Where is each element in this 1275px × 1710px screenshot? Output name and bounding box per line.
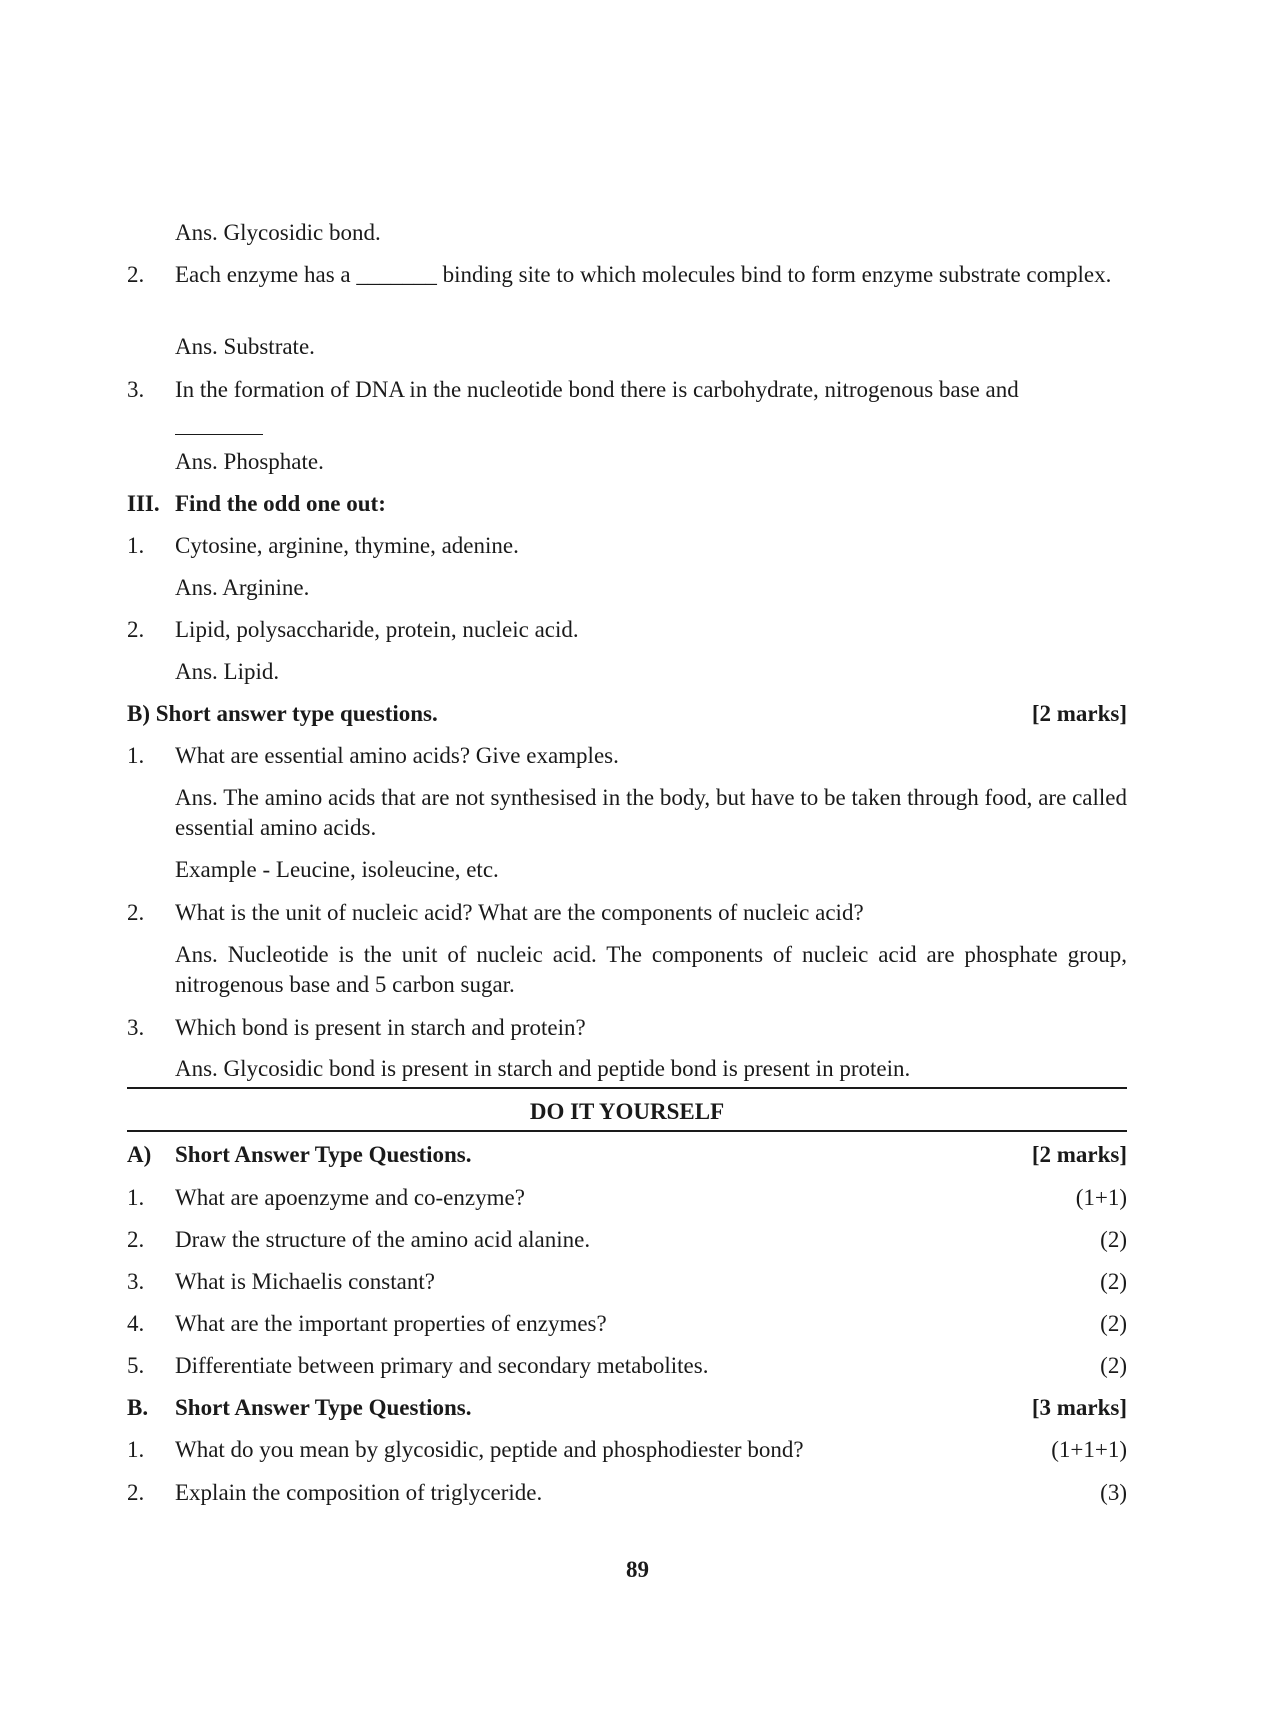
section-title: B) Short answer type questions. (127, 701, 438, 726)
answer-text: Ans. The amino acids that are not synthesised in the body, but have to be taken through food, are called essential amino acids. (175, 785, 1127, 840)
question-text: What are essential amino acids? Give examples. (175, 743, 619, 768)
question-item (127, 898, 1127, 928)
question-marks: (2) (1100, 1269, 1127, 1294)
answer-text: Ans. Glycosidic bond is present in starch and peptide bond is present in protein. (175, 1056, 911, 1081)
question-number: 1. (127, 1437, 145, 1462)
question-item (127, 741, 1127, 771)
question-text: Lipid, polysaccharide, protein, nucleic acid. (175, 617, 579, 642)
question-number: 1. (127, 743, 145, 768)
answer-example: Example - Leucine, isoleucine, etc. (175, 857, 499, 882)
practice-question (127, 1183, 1127, 1213)
question-number: 1. (127, 533, 145, 558)
question-number: 1. (127, 1185, 145, 1210)
practice-question (127, 1225, 1127, 1255)
section-heading (127, 1393, 1127, 1423)
question-item (127, 260, 1127, 320)
section-heading (127, 489, 1127, 519)
practice-question (127, 1435, 1127, 1465)
practice-question (127, 1267, 1127, 1297)
answer-text: Ans. Arginine. (175, 575, 310, 600)
section-heading (127, 1140, 1127, 1170)
section-label: A) (127, 1142, 152, 1167)
question-text: Differentiate between primary and secondary metabolites. (175, 1353, 709, 1378)
section-marks: [3 marks] (1031, 1395, 1127, 1420)
question-marks: (2) (1100, 1311, 1127, 1336)
section-marks: [2 marks] (1031, 701, 1127, 726)
answer-text: Ans. Lipid. (175, 659, 280, 684)
answer-blank-line (175, 412, 263, 443)
question-marks: (2) (1100, 1227, 1127, 1252)
question-text: Explain the composition of triglyceride. (175, 1480, 543, 1505)
practice-question (127, 1478, 1127, 1508)
question-text: What are the important properties of enzymes? (175, 1311, 607, 1336)
question-marks: (2) (1100, 1353, 1127, 1378)
section-heading (127, 699, 1127, 729)
question-item (127, 531, 1127, 561)
practice-question (127, 1351, 1127, 1381)
question-text: In the formation of DNA in the nucleotide bond there is carbohydrate, nitrogenous base and (175, 377, 1019, 402)
question-text: Draw the structure of the amino acid alanine. (175, 1227, 591, 1252)
answer-text: Ans. Substrate. (175, 334, 315, 359)
question-number: 2. (127, 900, 145, 925)
box-title: DO IT YOURSELF (529, 1099, 725, 1124)
question-text: What do you mean by glycosidic, peptide and phosphodiester bond? (175, 1437, 804, 1462)
section-marks: [2 marks] (1031, 1142, 1127, 1167)
question-item (127, 375, 1127, 435)
question-number: 2. (127, 262, 145, 287)
question-text: What is the unit of nucleic acid? What are the components of nucleic acid? (175, 900, 864, 925)
question-text: What is Michaelis constant? (175, 1269, 435, 1294)
section-title: Short Answer Type Questions. (175, 1395, 472, 1420)
question-marks: (1+1+1) (1051, 1437, 1127, 1462)
question-number: 2. (127, 1227, 145, 1252)
question-number: 3. (127, 1269, 145, 1294)
question-number: 3. (127, 1015, 145, 1040)
question-text: Which bond is present in starch and protein? (175, 1015, 586, 1040)
question-marks: (1+1) (1075, 1185, 1127, 1210)
question-text: Cytosine, arginine, thymine, adenine. (175, 533, 519, 558)
question-number: 2. (127, 1480, 145, 1505)
section-title: Find the odd one out: (175, 491, 386, 516)
page-number: 89 (626, 1557, 649, 1582)
question-text: What are apoenzyme and co-enzyme? (175, 1185, 525, 1210)
question-text: Each enzyme has a _______ binding site to which molecules bind to form enzyme substrate complex. (175, 262, 1112, 287)
question-number: 3. (127, 377, 145, 402)
divider-top (127, 1087, 1127, 1089)
answer-text: Ans. Nucleotide is the unit of nucleic acid. The components of nucleic acid are phosphate group, nitrogenous base and 5 carbon sugar. (175, 942, 1127, 997)
question-number: 4. (127, 1311, 145, 1336)
section-number: III. (127, 491, 160, 516)
section-title: Short Answer Type Questions. (175, 1142, 472, 1167)
divider-bottom (127, 1130, 1127, 1132)
section-label: B. (127, 1395, 149, 1420)
practice-question (127, 1309, 1127, 1339)
question-number: 2. (127, 617, 145, 642)
question-marks: (3) (1100, 1480, 1127, 1505)
question-item (127, 615, 1127, 645)
question-number: 5. (127, 1353, 145, 1378)
answer-text: Ans. Glycosidic bond. (175, 220, 381, 245)
question-item (127, 1013, 1127, 1043)
answer-text: Ans. Phosphate. (175, 449, 324, 474)
